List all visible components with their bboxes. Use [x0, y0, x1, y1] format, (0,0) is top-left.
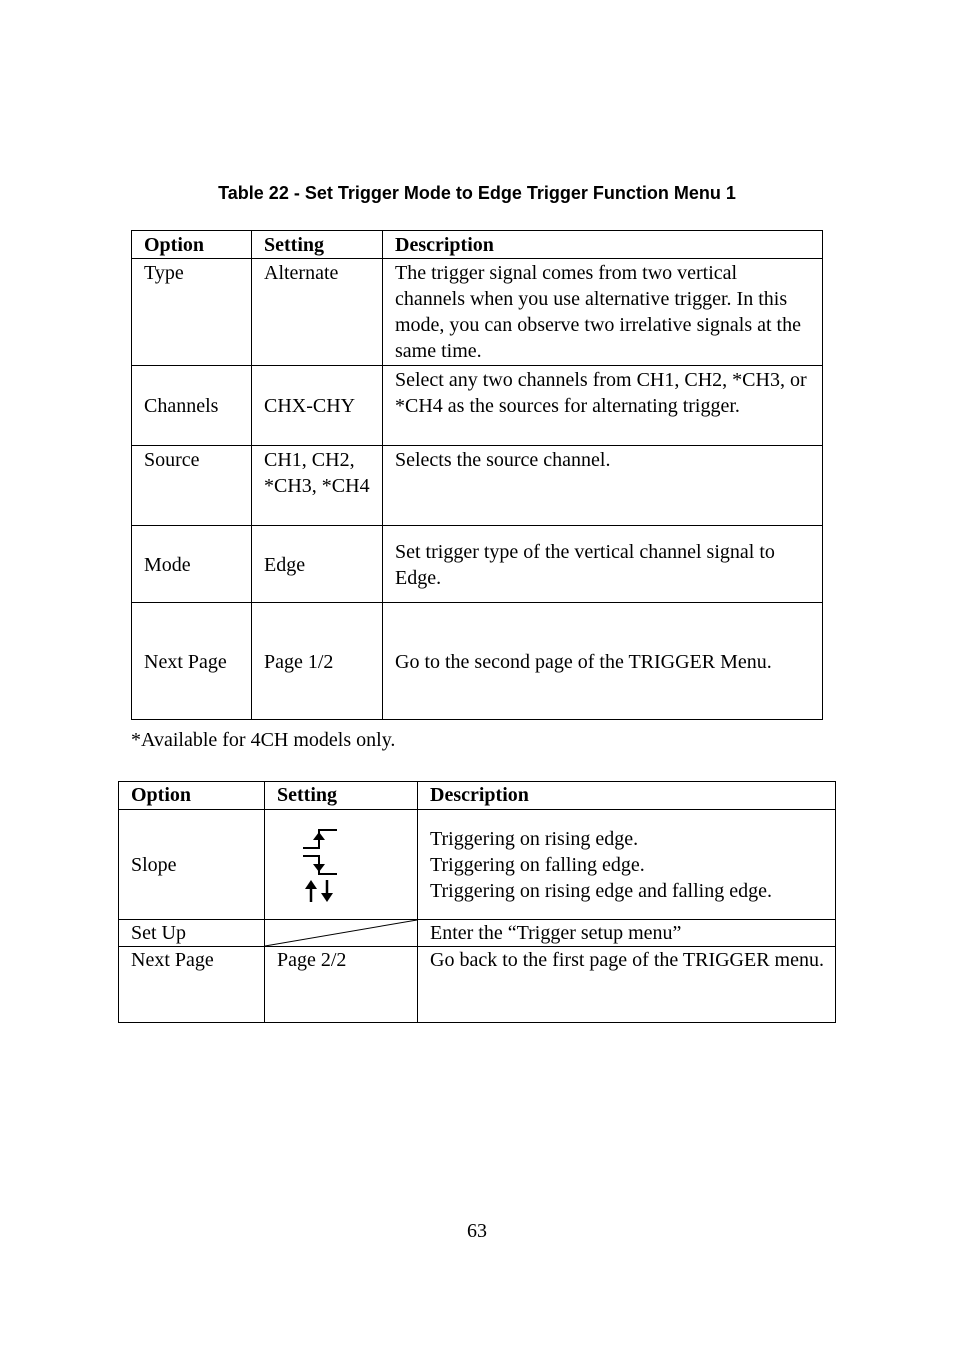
header-option: Option [132, 231, 252, 259]
option-cell: Slope [119, 810, 265, 920]
description-cell: Set trigger type of the vertical channel signal to Edge. [383, 526, 823, 603]
footnote: *Available for 4CH models only. [131, 729, 396, 751]
rising-falling-edge-icon [301, 878, 341, 904]
table-header-row [132, 231, 823, 259]
option-cell: Source [132, 446, 252, 526]
setting-cell: CH1, CH2, *CH3, *CH4 [252, 446, 383, 526]
empty-setting-cell [265, 920, 418, 947]
table-row [132, 259, 823, 366]
description-cell: The trigger signal comes from two vertical channels when you use alternative trigger. In this mode, you can observe two irrelative signals at the same time. [383, 259, 823, 366]
description-cell: Go back to the first page of the TRIGGER menu. [418, 947, 836, 1023]
diagonal-line [265, 920, 417, 946]
description-line: Triggering on rising edge and falling edge. [430, 879, 772, 902]
option-cell: Channels [132, 366, 252, 446]
table-header-row [119, 782, 836, 810]
option-cell: Next Page [132, 603, 252, 720]
table-row [119, 810, 836, 920]
setting-cell: Page 1/2 [252, 603, 383, 720]
table-row [119, 920, 836, 947]
trigger-menu-table-1 [131, 230, 823, 720]
option-cell: Next Page [119, 947, 265, 1023]
description-cell [418, 810, 836, 920]
setting-cell: Page 2/2 [265, 947, 418, 1023]
trigger-menu-table-2 [118, 781, 836, 1023]
header-description: Description [418, 782, 836, 810]
table-row [132, 446, 823, 526]
table-row [119, 947, 836, 1023]
option-cell: Type [132, 259, 252, 366]
table-row [132, 366, 823, 446]
option-cell: Set Up [119, 920, 265, 947]
rising-edge-icon [301, 826, 341, 852]
description-cell: Enter the “Trigger setup menu” [418, 920, 836, 947]
header-setting: Setting [252, 231, 383, 259]
header-description: Description [383, 231, 823, 259]
description-cell: Selects the source channel. [383, 446, 823, 526]
setting-cell: Alternate [252, 259, 383, 366]
description-line: Triggering on falling edge. [430, 853, 645, 876]
table-row [132, 603, 823, 720]
setting-cell [265, 810, 418, 920]
falling-edge-icon [301, 852, 341, 878]
description-cell: Select any two channels from CH1, CH2, *CH3, or *CH4 as the sources for alternating trigger. [383, 366, 823, 446]
header-option: Option [119, 782, 265, 810]
setting-cell: CHX-CHY [252, 366, 383, 446]
setting-cell: Edge [252, 526, 383, 603]
table-caption: Table 22 - Set Trigger Mode to Edge Trigger Function Menu 1 [218, 183, 736, 203]
table-row [132, 526, 823, 603]
header-setting: Setting [265, 782, 418, 810]
option-cell: Mode [132, 526, 252, 603]
description-cell: Go to the second page of the TRIGGER Menu. [383, 603, 823, 720]
description-line: Triggering on rising edge. [430, 827, 639, 850]
page-number: 63 [467, 1220, 487, 1242]
